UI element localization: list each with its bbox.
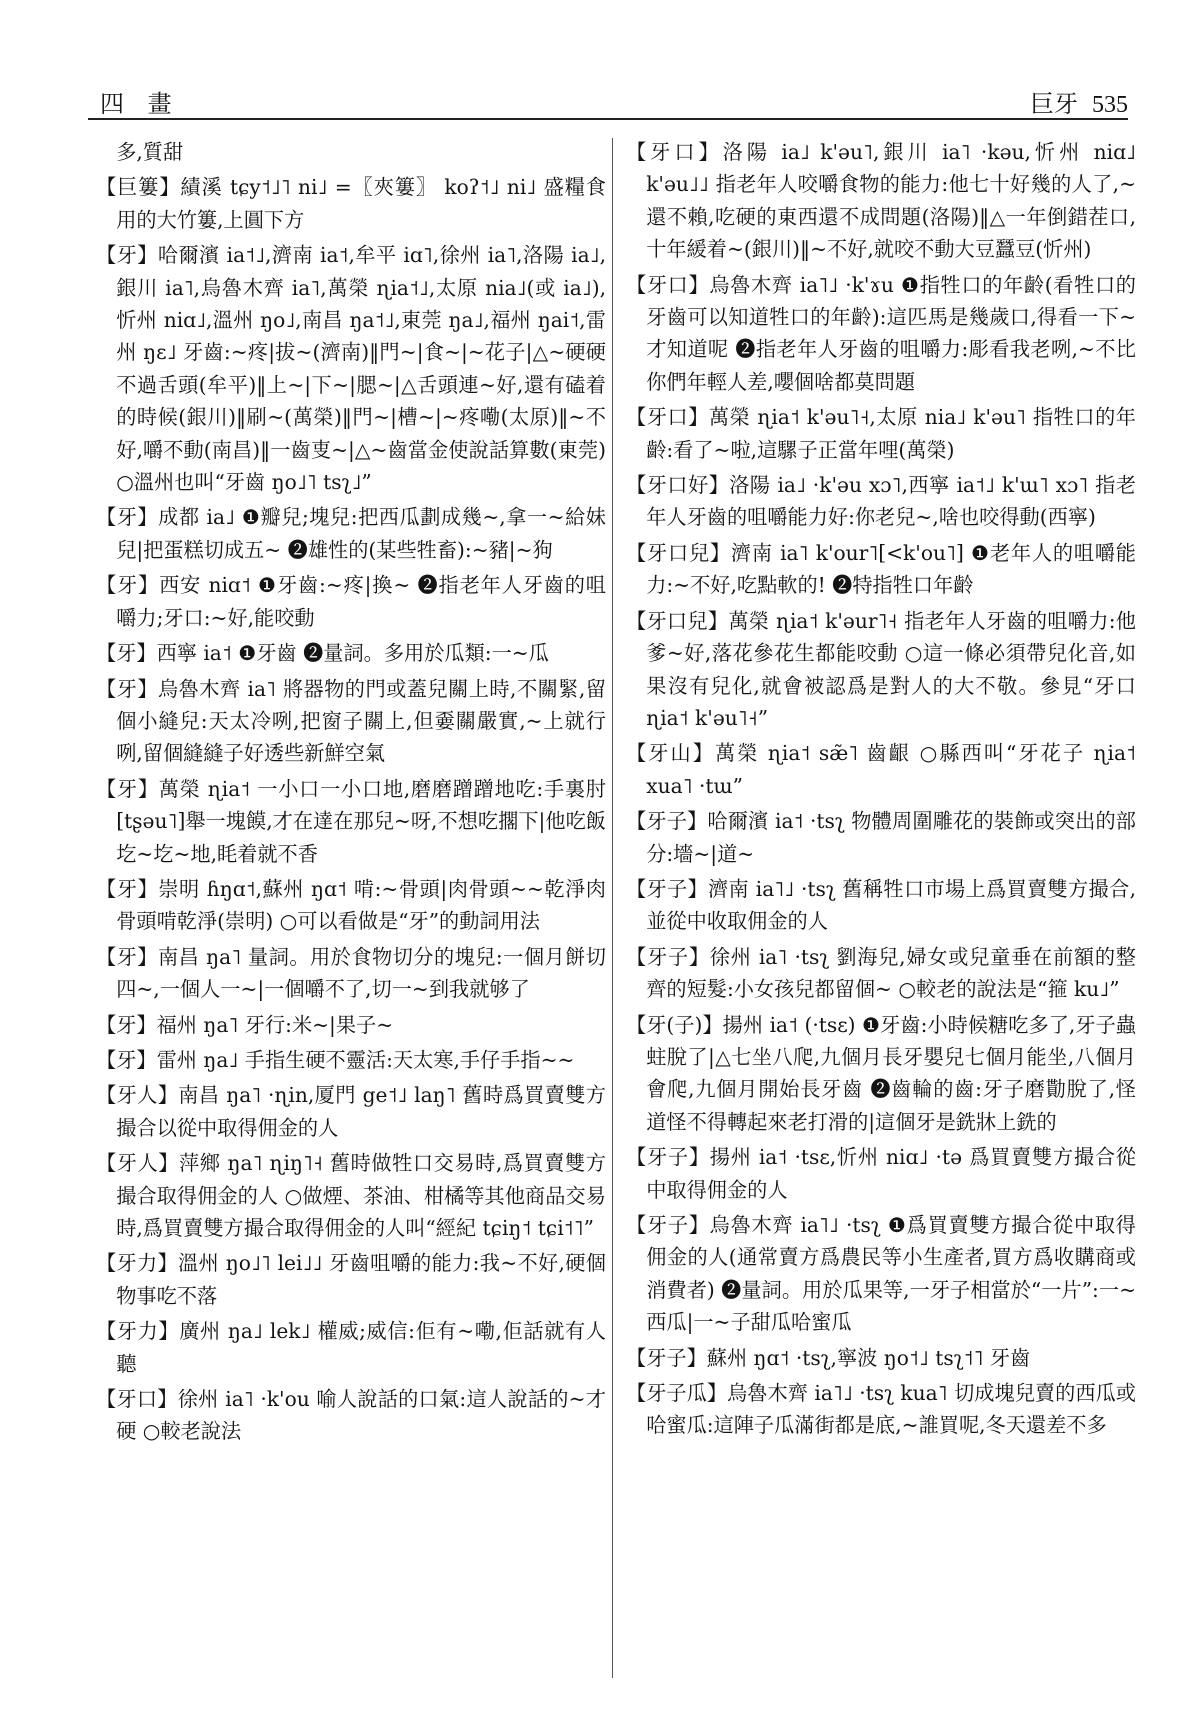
dictionary-entry: 【牙】西安 niɑ˦ ❶牙齒:~疼|換~ ❷指老年人牙齒的咀嚼力;牙口:~好,能咬動 [96,573,606,630]
dictionary-entry: 【牙力】廣州 ŋa˩ lek˩ 權威;威信:佢有~嘞,佢話就有人聽 [96,1319,606,1376]
dictionary-entry: 【牙口】洛陽 ia˩ k'əu˥,銀川 ia˥ ·kəu,忻州 niɑ˩ k'əu˩˩ 指老年人咬嚼食物的能力:他七十好幾的人了,~還不賴,吃硬的東西還不成問題(洛陽)‖△一年倒錯茬口,十年緩着~(銀川)‖~不好,就咬不動大豆蠶豆(忻州) [626,140,1136,262]
dictionary-entry: 【牙子】揚州 ia˦ ·tsɛ,忻州 niɑ˩ ·tə 爲買賣雙方撮合從中取得佣金的人 [626,1145,1136,1202]
running-keyword: 巨牙 [1030,90,1078,118]
dictionary-entry: 【牙】哈爾濱 ia˦˩,濟南 ia˦,牟平 iɑ˥,徐州 ia˥,洛陽 ia˩,銀川 ia˥,烏魯木齊 ia˥,萬榮 ɳia˦˩,太原 nia˩(或 ia˩),忻州 niɑ˩,溫州 ŋo˩,南昌 ŋa˦˩,東莞 ŋa˩,福州 ŋai˦,雷州 ŋɛ˩ 牙齒:~疼|拔~(濟南)‖門~|食~|~花子|△~硬硬不過舌頭(牟平)‖上~|下~|腮~|△舌頭連~好,還有磕着的時候(銀川)‖刷~(萬榮)‖門~|槽~|~疼嘞(太原)‖~不好,嚼不動(南昌)‖一齒叓~|△~齒當金使說話算數(東莞) ○溫州也叫“牙齒 ŋo˩˥ tsʅ˩” [96,243,606,495]
dictionary-entry: 【牙】西寧 ia˦ ❶牙齒 ❷量詞。多用於瓜類:一~瓜 [96,641,549,666]
dictionary-entry: 【牙口好】洛陽 ia˩ ·k'əu xɔ˥,西寧 ia˦˩ k'ɯ˥ xɔ˥ 指老年人牙齒的咀嚼能力好:你老兒~,啥也咬得動(西寧) [626,473,1136,530]
page-header [88,80,1128,120]
dictionary-entry: 【牙】萬榮 ɳia˦ 一小口一小口地,磨磨蹭蹭地吃:手裏肘[tʂəu˥]舉一塊饃,才在達在那兒~呀,不想吃擱下|他吃飯圪~圪~地,眊着就不香 [96,776,606,866]
dictionary-entry: 【牙口兒】萬榮 ɳia˦ k'əur˥˧ 指老年人牙齒的咀嚼力:他爹~好,落花參花生都能咬動 ○這一條必須帶兒化音,如果沒有兒化,就會被認爲是對人的大不敬。參見“牙口 ɳia˦ k'əu˥˧” [626,608,1136,730]
dictionary-entry: 【牙口】烏魯木齊 ia˥˩ ·k'ɤu ❶指牲口的年齡(看牲口的牙齒可以知道牲口的年齡):這匹馬是幾歲口,得看一下~才知道呢 ❷指老年人牙齒的咀嚼力:彫看我老咧,~不比你們年輕人差,嚶個啥都莫問題 [626,272,1136,394]
dictionary-entry: 【牙人】南昌 ŋa˥ ·ɳin,厦門 ge˦˩ laŋ˥ 舊時爲買賣雙方撮合以從中取得佣金的人 [96,1083,606,1140]
header-rule [88,118,1128,120]
dictionary-entry: 【牙】烏魯木齊 ia˥ 將器物的門或蓋兒關上時,不關緊,留個小縫兒:天太冷咧,把窗子關上,但嫑關嚴實,~上就行咧,留個縫縫子好透些新鮮空氣 [96,676,606,766]
dictionary-entry: 【牙】雷州 ŋa˩ 手指生硬不靈活:天太寒,手仔手指~~ [96,1047,575,1072]
dictionary-entry: 【牙】成都 ia˩ ❶瓣兒;塊兒:把西瓜劃成幾~,拿一~給妹兒|把蛋糕切成五~ ❷雄性的(某些牲畜):~豬|~狗 [96,505,606,562]
dictionary-entry: 【牙】福州 ŋa˥ 牙行:米~|果子~ [96,1012,394,1037]
dictionary-entry: 【牙子】蘇州 ŋɑ˦ ·tsʅ,寧波 ŋo˦˩ tsʅ˦˥ 牙齒 [626,1345,1031,1370]
dictionary-entry: 【牙山】萬榮 ɳia˦ sæ̃˥ 齒齦 ○縣西叫“牙花子 ɳia˦ xua˥ ·tɯ” [626,741,1136,798]
dictionary-entry: 【牙力】溫州 ŋo˩˥ lei˩˩ 牙齒咀嚼的能力:我~不好,硬個物事吃不落 [96,1251,606,1308]
running-head [1030,84,1128,119]
dictionary-entry: 【牙】崇明 ɦŋɑ˦,蘇州 ŋɑ˦ 啃:~骨頭|肉骨頭~~乾淨肉骨頭啃乾淨(崇明) ○可以看做是“牙”的動詞用法 [96,876,606,934]
column-divider [612,138,613,1678]
dictionary-entry: 【牙子】徐州 ia˥ ·tsʅ 劉海兒,婦女或兒童垂在前額的整齊的短髮:小女孩兒都留個~ ○較老的說法是“箍 ku˩” [626,944,1136,1002]
dictionary-entry: 【牙子】濟南 ia˥˩ ·tsʅ 舊稱牲口市場上爲買賣雙方撮合,並從中收取佣金的人 [626,876,1136,934]
dictionary-entry: 【牙口】徐州 ia˥ ·k'ou 喻人說話的口氣:這人說話的~才硬 ○較老說法 [96,1387,606,1444]
right-column [626,136,1136,1445]
dictionary-entry: 【巨簍】績溪 tɕy˦˩˥ ni˩ =〖夾簍〗 koʔ˦˩ ni˩ 盛糧食用的大竹簍,上圓下方 [96,175,606,232]
dictionary-entry: 【牙(子)】揚州 ia˦ (·tsɛ) ❶牙齒:小時候糖吃多了,牙子蟲蛀脫了|△七坐八爬,九個月長牙嬰兒七個月能坐,八個月會爬,九個月開始長牙齒 ❷齒輪的齒:牙子磨勩脫了,怪道怪不得轉起來老打滑的|這個牙是銑牀上銑的 [626,1012,1136,1134]
dictionary-entry: 【牙口】萬榮 ɳia˦ k'əu˥˧,太原 nia˩ k'əu˥ 指牲口的年齡:看了~啦,這騾子正當年哩(萬榮) [626,405,1136,462]
dictionary-entry: 【牙人】萍鄉 ŋa˥ ɳiŋ˥˧ 舊時做牲口交易時,爲買賣雙方撮合取得佣金的人 ○做煙、茶油、柑橘等其他商品交易時,爲買賣雙方撮合取得佣金的人叫“經紀 tɕiŋ˦ tɕi˦˥” [96,1151,606,1240]
section-title: 四 畫 [100,90,180,118]
dictionary-entry: 【牙子】烏魯木齊 ia˥˩ ·tsʅ ❶爲買賣雙方撮合從中取得佣金的人(通常賣方爲農民等小生產者,買方爲收購商或消費者) ❷量詞。用於瓜果等,一牙子相當於“一片”:一~西瓜|一~子甜瓜哈蜜瓜 [626,1213,1136,1335]
dictionary-entry: 【牙子瓜】烏魯木齊 ia˥˩ ·tsʅ kua˥ 切成塊兒賣的西瓜或哈蜜瓜:這陣子瓜滿街都是底,~誰買呢,冬天還差不多 [626,1381,1136,1438]
dictionary-entry: 【牙口兒】濟南 ia˥ k'our˥[<k'ou˥] ❶老年人的咀嚼能力:~不好,吃點軟的! ❷特指牲口年齡 [626,540,1136,598]
left-column [96,136,606,1451]
dictionary-entry: 【牙子】哈爾濱 ia˦ ·tsʅ 物體周圍雕花的裝飾或突出的部分:墻~|道~ [626,809,1136,866]
dictionary-entry: 多,質甜 [116,140,184,164]
page-number: 535 [1092,92,1128,118]
dictionary-entry: 【牙】南昌 ŋa˥ 量詞。用於食物切分的塊兒:一個月餅切四~,一個人一~|一個嚼不了,切一~到我就够了 [96,944,606,1002]
